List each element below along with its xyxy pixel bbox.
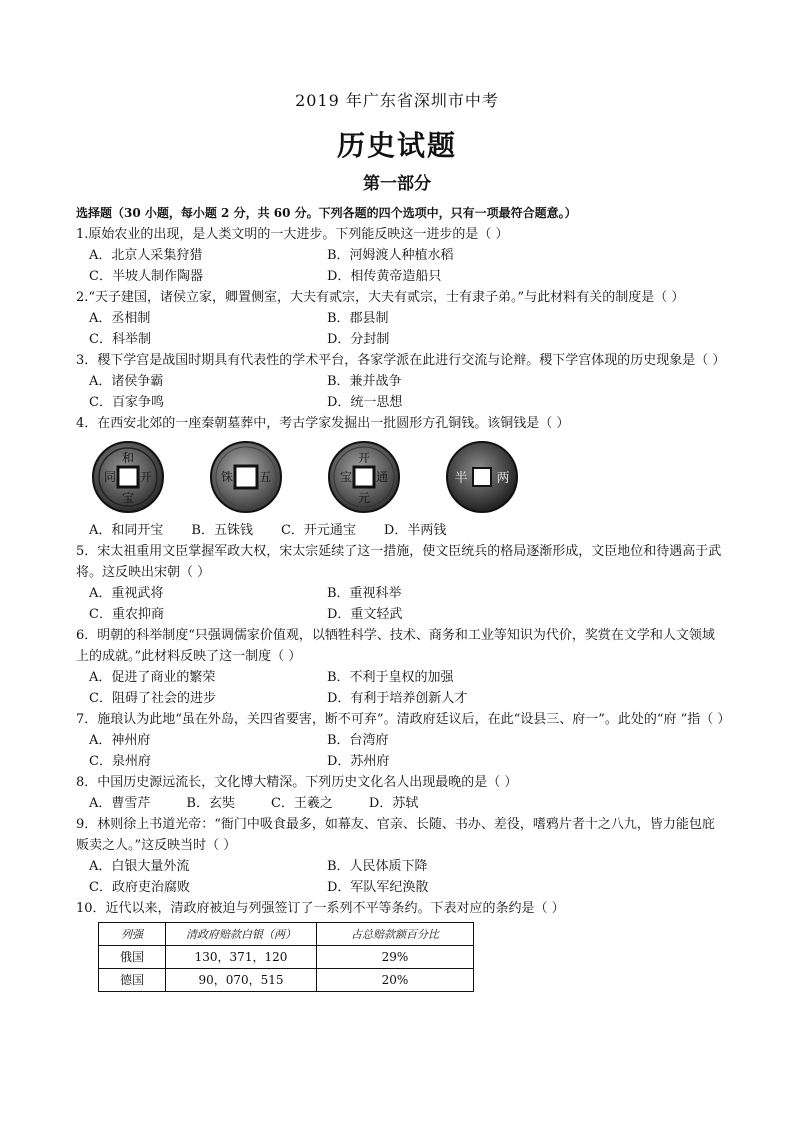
question-3: 3．稷下学宫是战国时期具有代表性的学术平台，各家学派在此进行交流与论辩。稷下学宫体现的历史现象是（ ） (76, 353, 726, 368)
option: D．军队军纪涣散 (327, 880, 429, 895)
option: A．北京人采集狩猎 (89, 248, 203, 263)
coin-char: 元 (357, 491, 371, 505)
table-header-row (99, 923, 474, 946)
option: D．分封制 (327, 332, 390, 347)
questions-area (76, 203, 731, 992)
question-5: 5．宋太祖重用文臣掌握军政大权，宋太宗延续了这一措施，使文臣统兵的格局逐渐形成，文臣地位和待遇高于武将。这反映出宋朝（ ） (76, 544, 722, 580)
table-header: 列强 (99, 923, 166, 946)
coin-image-a (90, 440, 166, 514)
question-7: 7．施琅认为此地“虽在外岛，关四省要害，断不可弃”。清政府廷议后，在此“设县三、府一”。此处的“府 ”指（ ） (76, 712, 731, 727)
question-6: 6．明朝的科举制度“只强调儒家价值观，以牺牲科学、技术、商务和工业等知识为代价，奖赏在文学和人文领域上的成就。”此材料反映了这一制度（ ） (76, 628, 715, 664)
options-9 (76, 856, 724, 898)
option: A．促进了商业的繁荣 (89, 670, 216, 685)
options-2 (76, 308, 724, 350)
coin-char: 开 (357, 451, 371, 465)
options-5 (76, 583, 724, 625)
question-8: 8．中国历史源远流长，文化博大精深。下列历史文化名人出现最晚的是（ ） (76, 775, 518, 790)
coin-char: 铢 (220, 470, 234, 484)
option: D．相传黄帝造船只 (327, 269, 442, 284)
coin-char: 半 (454, 471, 468, 486)
option: A．重视武将 (89, 586, 164, 601)
coin-image-c (326, 440, 402, 514)
option: D．苏州府 (327, 754, 390, 769)
coin-image-b (208, 440, 284, 514)
options-8 (76, 793, 724, 814)
options-3 (76, 371, 724, 413)
option: C．王羲之 (270, 796, 333, 811)
option: B．兼并战争 (327, 374, 402, 389)
option: B．重视科举 (327, 586, 402, 601)
coin-char: 和 (121, 451, 135, 465)
table-cell: 俄国 (99, 946, 166, 969)
part-title: 第一部分 (363, 174, 431, 194)
option: B．不利于皇权的加强 (327, 670, 454, 685)
coin-char: 宝 (339, 470, 353, 484)
option: C．泉州府 (89, 754, 151, 769)
option: D．苏轼 (368, 796, 419, 811)
option: A．诸侯争霸 (89, 374, 164, 389)
coin-char: 通 (375, 470, 389, 484)
coin-images (76, 440, 724, 514)
option: A．白银大量外流 (89, 859, 190, 874)
question-10: 10．近代以来，清政府被迫与列强签订了一系列不平等条约。下表对应的条约是（ ） (76, 901, 565, 916)
table-cell: 德国 (99, 969, 166, 992)
option: D．半两钱 (383, 523, 447, 538)
options-6 (76, 667, 724, 709)
table-row (99, 946, 474, 969)
option: D．有利于培养创新人才 (327, 691, 468, 706)
option: C．政府吏治腐败 (89, 880, 190, 895)
coin-char: 两 (496, 471, 510, 486)
question-2: 2.“天子建国，诸侯立家，卿置侧室，大夫有贰宗，大夫有贰宗，士有隶子弟。”与此材料有关的制度是（ ） (76, 290, 685, 305)
option: C．重农抑商 (89, 607, 164, 622)
option: A．曹雪芹 (89, 796, 151, 811)
coin-image-d (444, 440, 520, 514)
options-1 (76, 245, 724, 287)
option: C．阻碍了社会的进步 (89, 691, 216, 706)
option: C．开元通宝 (280, 523, 356, 538)
option: B．台湾府 (327, 733, 389, 748)
option: B．玄奘 (186, 796, 235, 811)
table-cell: 29% (317, 946, 474, 969)
option: A．丞相制 (89, 311, 151, 326)
table-cell: 20% (317, 969, 474, 992)
coin-char: 宝 (121, 491, 135, 505)
question-4: 4．在西安北郊的一座秦朝墓葬中，考古学家发掘出一批圆形方孔铜钱。该铜钱是（ ） (76, 416, 570, 431)
instructions: 选择题（30 小题，每小题 2 分，共 60 分。下列各题的四个选项中，只有一项最符合题意。） (76, 206, 577, 220)
option: D．统一思想 (327, 395, 403, 410)
table-cell: 130，371，120 (166, 946, 317, 969)
coin-char: 五 (258, 470, 272, 484)
option: A．和同开宝 (89, 523, 164, 538)
options-7 (76, 730, 724, 772)
page-title: 历史试题 (336, 129, 457, 162)
option: C．半坡人制作陶器 (89, 269, 203, 284)
option: B．郡县制 (327, 311, 389, 326)
option: D．重文轻武 (327, 607, 403, 622)
table-header: 占总赔款额百分比 (317, 923, 474, 946)
table-header: 清政府赔款白银（两） (166, 923, 317, 946)
coin-char: 开 (139, 470, 153, 484)
table-row (99, 969, 474, 992)
exam-header: 2019 年广东省深圳市中考 (295, 91, 499, 110)
option: A．神州府 (89, 733, 151, 748)
option: B．河姆渡人种植水稻 (327, 248, 454, 263)
option: B．人民体质下降 (327, 859, 428, 874)
table-cell: 90，070，515 (166, 969, 317, 992)
options-4 (76, 520, 724, 541)
option: C．百家争鸣 (89, 395, 164, 410)
option: B．五铢钱 (191, 523, 253, 538)
indemnity-table (98, 922, 474, 992)
option: C．科举制 (89, 332, 151, 347)
question-1: 1.原始农业的出现，是人类文明的一大进步。下列能反映这一进步的是（ ） (76, 227, 509, 242)
coin-char: 同 (103, 470, 117, 484)
question-9: 9．林则徐上书道光帝：“衙门中吸食最多，如幕友、官亲、长随、书办、差役，嗜鸦片者十之八九，皆力能包庇贩卖之人。”这反映当时（ ） (76, 817, 715, 853)
